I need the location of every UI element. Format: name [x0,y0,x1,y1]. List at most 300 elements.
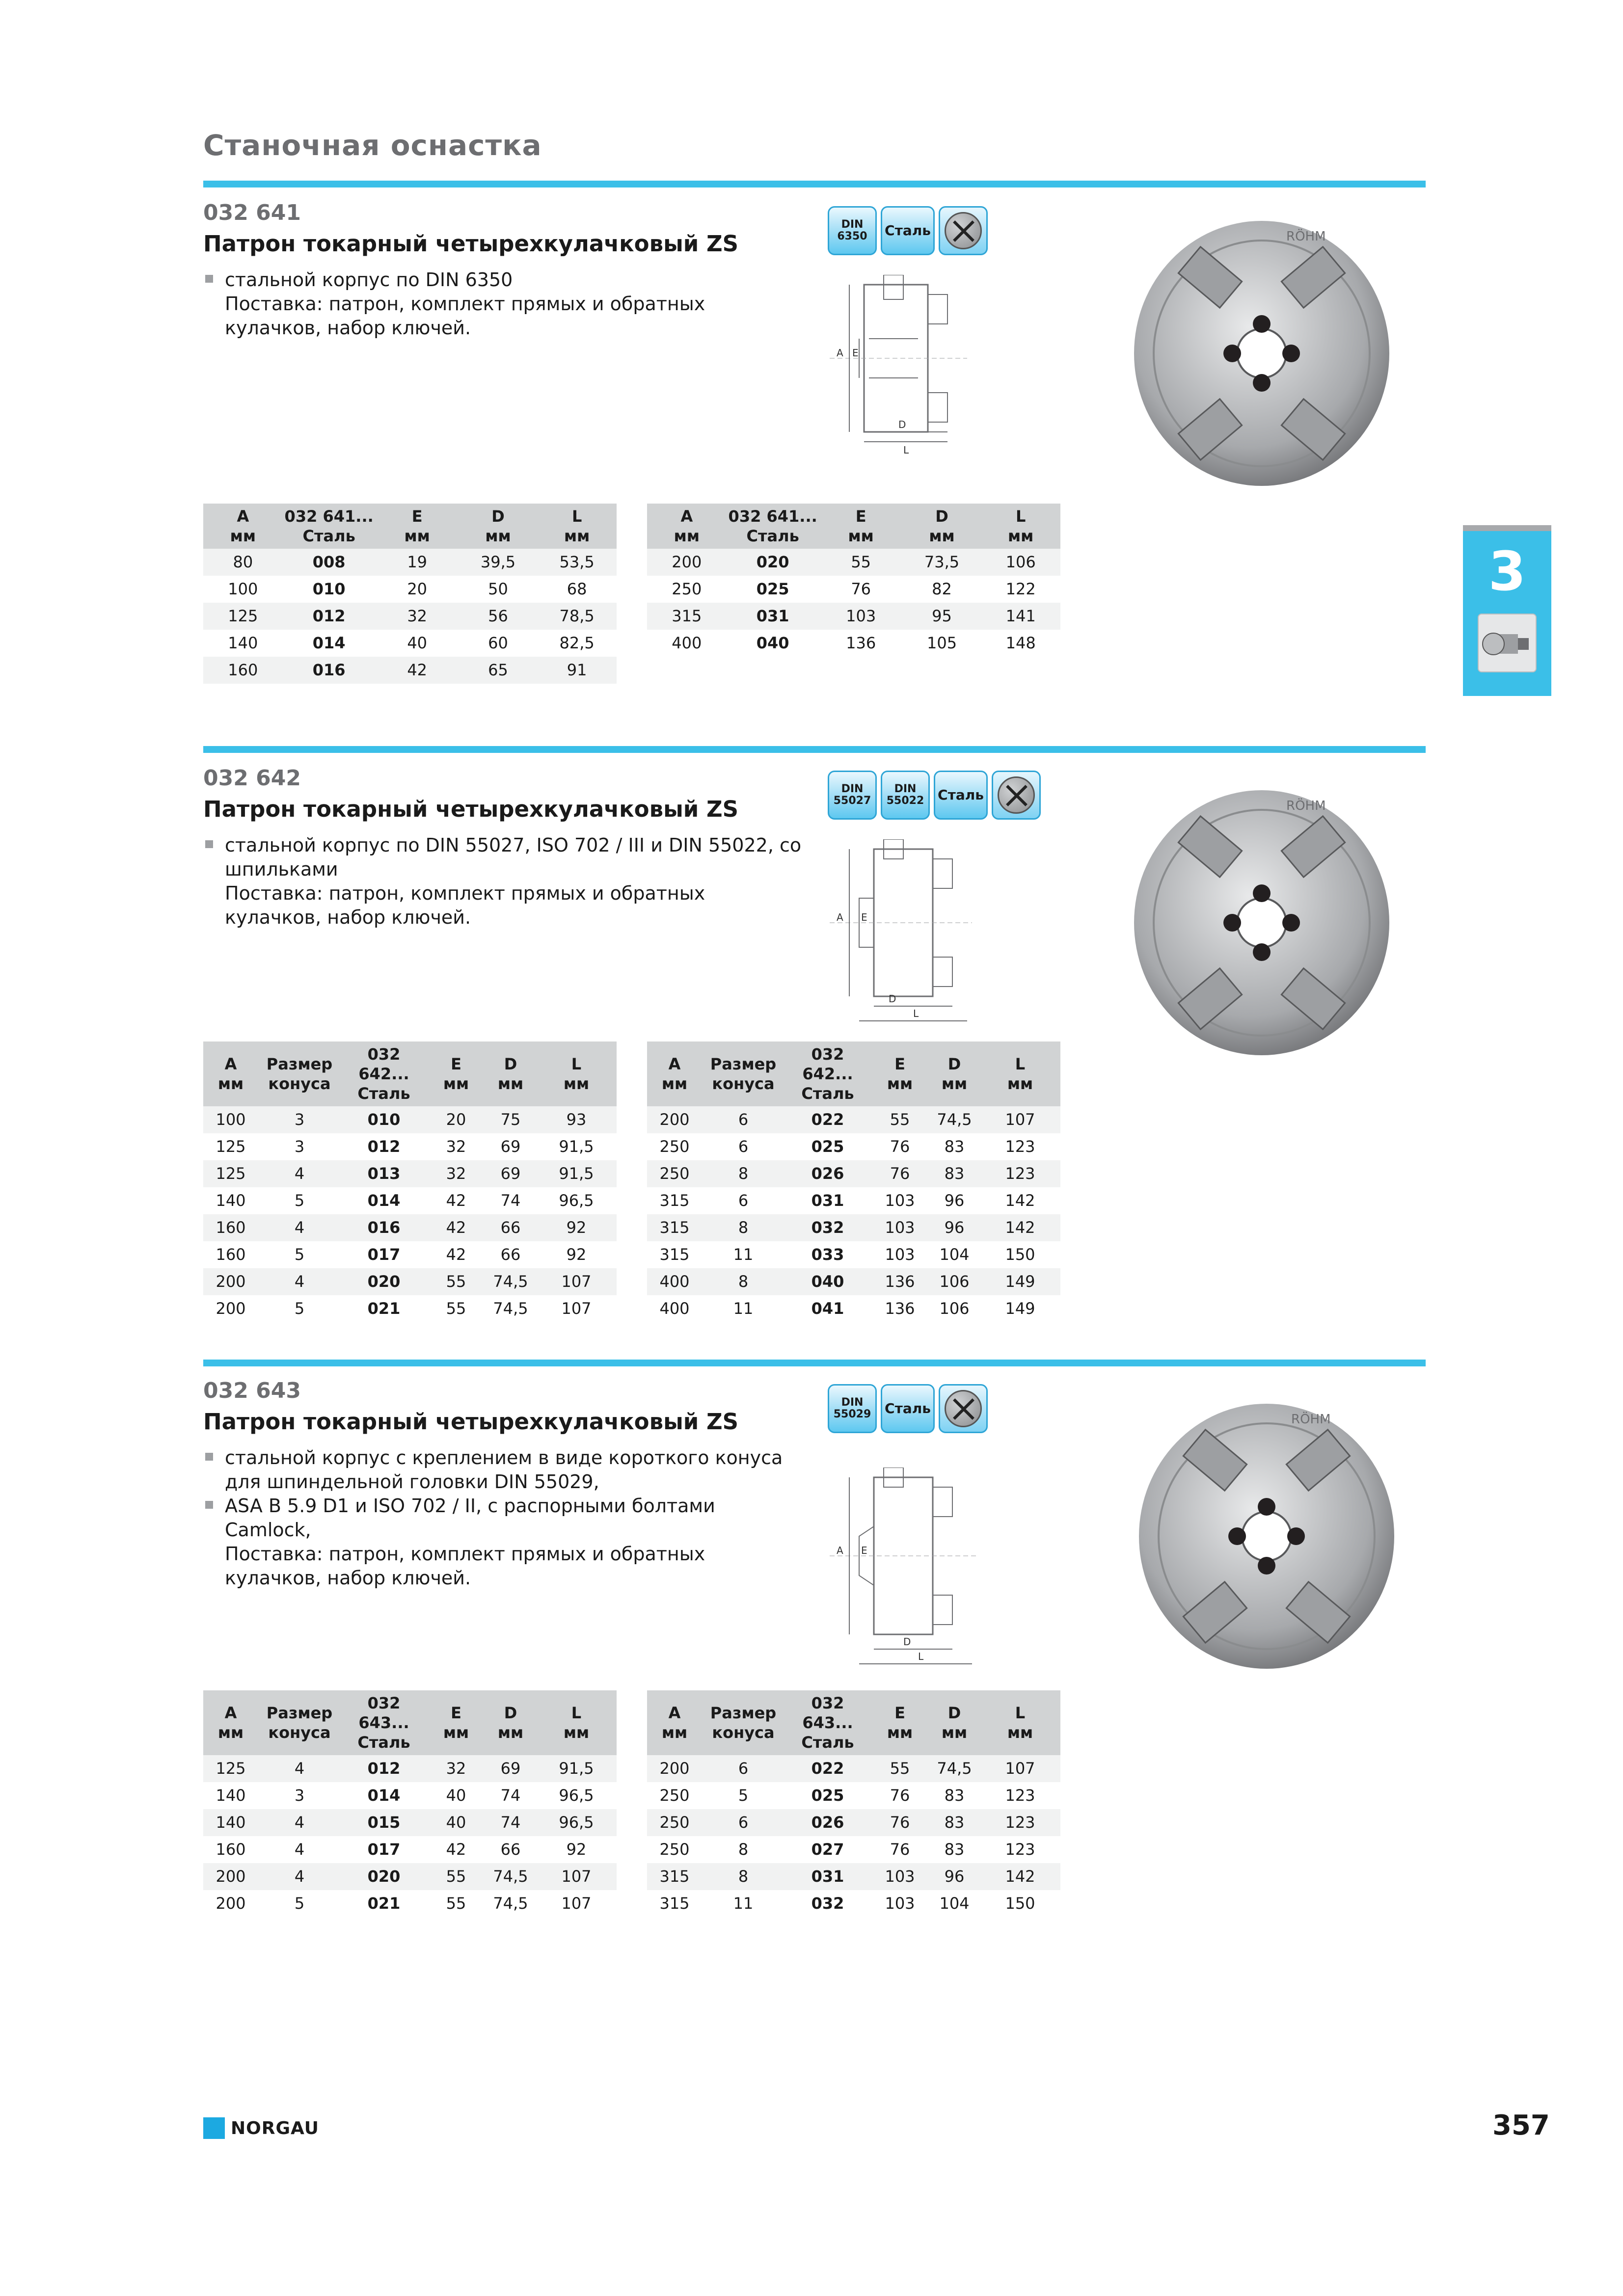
table-cell: 65 [459,657,538,684]
table-cell: 92 [566,1840,587,1859]
page-number: 357 [1492,2109,1550,2141]
col-header: D мм [459,504,538,549]
table-cell: 39,5 [459,549,538,576]
bullet-item: стальной корпус по DIN 6350 Поставка: патрон, комплект прямых и обратных кулачков, набор ключей. [203,268,802,340]
section-1-chuck-photo [1124,201,1399,501]
table-cell: 69 [500,1137,521,1156]
table-cell: 200 [216,1894,246,1913]
table-cell: 020 [341,1863,427,1890]
table-cell: 40 [446,1786,466,1805]
table-cell: 8 [702,1214,784,1241]
table-cell: 103 [871,1214,929,1241]
table-cell: 250 [672,580,702,598]
table-row [203,549,617,576]
table-cell: 32 [427,1160,485,1187]
table-row [203,1187,617,1214]
table-row [647,1755,1060,1782]
table-cell: 74,5 [929,1755,980,1782]
table-cell: 123 [980,1160,1060,1187]
table-cell: 014 [312,634,346,652]
brand-mark: RÖHM [1291,1412,1331,1427]
table-row [203,657,617,684]
logo-square-icon [203,2117,225,2139]
table-cell: 6 [702,1809,784,1836]
table-cell: 250 [647,1160,702,1187]
table-cell: 74,5 [493,1299,528,1318]
table-cell: 142 [1005,1191,1035,1210]
table-row [647,1187,1060,1214]
table-cell: 250 [659,1786,690,1805]
table-cell: 017 [367,1245,401,1264]
table-row [647,1782,1060,1809]
table-cell: 123 [1005,1840,1035,1859]
table-cell: 015 [341,1809,427,1836]
table-cell: 69 [485,1160,536,1187]
table-cell: 025 [811,1137,844,1156]
section-1-badges [828,206,988,255]
table-cell: 125 [203,1160,258,1187]
table-cell: 96,5 [536,1809,617,1836]
table-cell: 103 [871,1863,929,1890]
table-cell: 40 [427,1809,485,1836]
section-3-badges [828,1384,988,1433]
table-row [647,603,1060,630]
table-cell: 8 [702,1863,784,1890]
table-cell: 026 [784,1160,871,1187]
col-header: L мм [537,504,617,549]
table-cell: 4 [294,1840,305,1859]
table-header-row: A мм Размер конуса 032 642... Сталь E мм D мм L мм [203,1041,617,1106]
col-header: L мм [981,504,1060,549]
dim-e: E [852,347,859,359]
table-cell: 5 [294,1299,305,1318]
table-cell: 66 [500,1840,521,1859]
table-cell: 69 [485,1755,536,1782]
col-header: A мм [647,504,727,549]
table-cell: 021 [367,1299,401,1318]
table-cell: 82,5 [559,634,595,652]
table-cell: 012 [283,603,376,630]
table-cell: 032 [811,1894,844,1913]
table-cell: 014 [367,1786,401,1805]
table-cell: 107 [561,1894,592,1913]
table-cell: 033 [811,1245,844,1264]
table-cell: 42 [446,1191,466,1210]
table-row [647,1890,1060,1917]
section-2-rule [203,746,1426,753]
table-cell: 014 [367,1191,401,1210]
dim-l: L [918,1651,924,1662]
table-row [647,1809,1060,1836]
table-cell: 6 [738,1191,749,1210]
table-cell: 96,5 [559,1191,594,1210]
table-cell: 74 [485,1809,536,1836]
table-cell: 76 [871,1160,929,1187]
table-cell: 020 [341,1268,427,1295]
table-cell: 315 [647,603,727,630]
table-cell: 74 [500,1191,521,1210]
table-cell: 026 [784,1809,871,1836]
table-cell: 041 [811,1299,844,1318]
section-3-drawing [830,1468,982,1679]
table-cell: 4 [258,1214,341,1241]
section-1-code: 032 641 [203,200,301,225]
table-cell: 103 [885,1894,915,1913]
table-cell: 040 [756,634,789,652]
table-cell: 027 [811,1840,844,1859]
table-cell: 80 [203,549,283,576]
table-cell: 032 [784,1214,871,1241]
table-cell: 149 [980,1268,1060,1295]
page-header: Станочная оснастка [203,129,542,162]
table-cell: 100 [228,580,258,598]
table-cell: 68 [567,580,587,598]
table-cell: 95 [903,603,981,630]
dim-d: D [889,993,896,1005]
table-cell: 3 [294,1786,305,1805]
table-cell: 83 [944,1840,965,1859]
table-cell: 93 [536,1106,617,1133]
table-cell: 315 [659,1894,690,1913]
section-3-code: 032 643 [203,1378,301,1403]
table-cell: 5 [738,1786,749,1805]
din-badge: DIN 55029 [828,1384,877,1433]
table-cell: 122 [1005,580,1036,598]
table-cell: 55 [446,1894,466,1913]
steel-badge: Сталь [934,771,988,820]
table-cell: 83 [929,1160,980,1187]
table-cell: 83 [929,1809,980,1836]
table-cell: 5 [294,1894,305,1913]
section-3-chuck-photo [1129,1389,1404,1683]
table-cell: 315 [659,1245,690,1264]
dim-e: E [861,1545,867,1556]
table-cell: 031 [811,1191,844,1210]
table-row [203,1836,617,1863]
table-cell: 40 [407,634,428,652]
table-cell: 83 [944,1786,965,1805]
table-row [647,1863,1060,1890]
table-row [647,1106,1060,1133]
steel-badge: Сталь [881,206,935,255]
table-cell: 4 [258,1863,341,1890]
table-cell: 125 [203,603,283,630]
table-cell: 107 [536,1863,617,1890]
section-2-drawing [830,839,977,1031]
table-cell: 91 [537,657,617,684]
table-row [203,1106,617,1133]
table-cell: 55 [871,1106,929,1133]
table-cell: 250 [659,1840,690,1859]
table-cell: 016 [341,1214,427,1241]
table-cell: 025 [811,1786,844,1805]
table-cell: 4 [258,1755,341,1782]
table-cell: 105 [926,634,957,652]
table-cell: 82 [932,580,952,598]
table-cell: 031 [784,1863,871,1890]
din-badge: DIN 55027 [828,771,877,820]
table-row [647,1268,1060,1295]
table-cell: 76 [851,580,871,598]
table-cell: 315 [647,1214,702,1241]
cross-icon [945,212,982,249]
section-1-description [203,268,802,340]
col-header: E мм [376,504,459,549]
table-row [203,1133,617,1160]
table-cell: 107 [561,1299,592,1318]
section-2-badges [828,771,1041,820]
table-cell: 022 [784,1755,871,1782]
table-cell: 141 [981,603,1060,630]
table-cell: 83 [944,1137,965,1156]
table-cell: 107 [536,1268,617,1295]
table-cell: 106 [939,1299,970,1318]
table-cell: 200 [216,1299,246,1318]
table-cell: 60 [488,634,508,652]
table-cell: 040 [784,1268,871,1295]
table-cell: 315 [647,1863,702,1890]
table-row [647,1160,1060,1187]
header-rule [203,181,1426,187]
table-cell: 136 [885,1299,915,1318]
table-cell: 74,5 [485,1863,536,1890]
table-cell: 66 [500,1245,521,1264]
din-badge: DIN 6350 [828,206,877,255]
table-cell: 142 [980,1863,1060,1890]
chuck-icon [1478,614,1537,672]
table-cell: 140 [228,634,258,652]
table-cell: 103 [885,1191,915,1210]
table-cell: 125 [203,1755,258,1782]
table-cell: 11 [733,1299,754,1318]
table-cell: 250 [659,1137,690,1156]
table-cell: 400 [647,1268,702,1295]
section-2-table-left [203,1041,617,1322]
dim-l: L [903,444,909,456]
table-cell: 016 [283,657,376,684]
table-cell: 104 [939,1894,970,1913]
table-cell: 022 [784,1106,871,1133]
section-1-table-left [203,504,617,684]
table-cell: 55 [427,1268,485,1295]
table-row [203,1890,617,1917]
table-cell: 013 [341,1160,427,1187]
table-header-row: A мм Размер конуса 032 643... Сталь E мм D мм L мм [647,1690,1060,1755]
table-row [647,1214,1060,1241]
bullet-item: стальной корпус по DIN 55027, ISO 702 / III и DIN 55022, со шпильками Поставка: патрон, комплект прямых и обратных кулачков, набор ключей. [203,833,802,930]
table-cell: 19 [376,549,459,576]
table-cell: 20 [407,580,428,598]
table-cell: 104 [939,1245,970,1264]
table-cell: 91,5 [536,1755,617,1782]
table-cell: 55 [819,549,903,576]
brand-mark: RÖHM [1286,799,1326,813]
table-cell: 149 [1005,1299,1035,1318]
x-badge [939,206,988,255]
table-cell: 74,5 [493,1894,528,1913]
table-cell: 031 [727,603,819,630]
section-3-table-right [647,1690,1060,1917]
table-cell: 200 [203,1863,258,1890]
bullet-item: ASA B 5.9 D1 и ISO 702 / II, с распорными болтами Camlock, Поставка: патрон, комплект прямых и обратных кулачков, набор ключей. [203,1494,802,1590]
col-header: 032 641... Сталь [727,504,819,549]
table-cell: 125 [216,1137,246,1156]
table-cell: 5 [294,1245,305,1264]
table-cell: 74 [500,1786,521,1805]
table-row [647,576,1060,603]
table-cell: 140 [203,1809,258,1836]
table-row [647,1836,1060,1863]
table-cell: 148 [1005,634,1036,652]
table-cell: 4 [258,1809,341,1836]
section-2-table-right [647,1041,1060,1322]
table-cell: 55 [446,1299,466,1318]
table-cell: 6 [738,1137,749,1156]
chapter-number: 3 [1488,540,1526,603]
table-row [203,630,617,657]
table-cell: 76 [890,1840,910,1859]
table-cell: 200 [647,1106,702,1133]
table-header-row [203,504,617,549]
table-cell: 020 [727,549,819,576]
table-header-row: A мм Размер конуса 032 642... Сталь E мм D мм L мм [647,1041,1060,1106]
section-3-description [203,1446,802,1590]
table-cell: 4 [258,1160,341,1187]
table-row [647,630,1060,657]
cross-icon [998,776,1035,814]
table-header-row: A мм Размер конуса 032 643... Сталь E мм D мм L мм [203,1690,617,1755]
table-cell: 78,5 [537,603,617,630]
table-cell: 96 [944,1191,965,1210]
table-row [203,1160,617,1187]
table-cell: 123 [1005,1137,1035,1156]
table-cell: 32 [446,1137,466,1156]
table-cell: 021 [367,1894,401,1913]
brand-mark: RÖHM [1286,229,1326,244]
dim-d: D [903,1636,911,1648]
table-cell: 315 [659,1191,690,1210]
table-cell: 96 [929,1214,980,1241]
table-cell: 76 [871,1809,929,1836]
table-cell: 012 [367,1137,401,1156]
dim-d: D [898,419,906,430]
table-cell: 55 [427,1863,485,1890]
table-cell: 250 [647,1809,702,1836]
table-row [647,1295,1060,1322]
table-header-row [647,504,1060,549]
section-1-title: Патрон токарный четырехкулачковый ZS [203,231,738,257]
table-cell: 5 [294,1191,305,1210]
table-cell: 91,5 [536,1160,617,1187]
table-cell: 20 [427,1106,485,1133]
table-cell: 103 [819,603,903,630]
table-cell: 42 [446,1245,466,1264]
table-cell: 010 [341,1106,427,1133]
section-3-table-left [203,1690,617,1917]
table-cell: 55 [871,1755,929,1782]
col-header: D мм [903,504,981,549]
table-cell: 56 [459,603,538,630]
table-cell: 136 [846,634,876,652]
table-cell: 42 [376,657,459,684]
table-cell: 142 [980,1214,1060,1241]
table-row [203,1782,617,1809]
section-2-description [203,833,802,930]
din-badge: DIN 55022 [881,771,930,820]
table-cell: 106 [929,1268,980,1295]
table-cell: 017 [367,1840,401,1859]
steel-badge: Сталь [881,1384,935,1433]
table-cell: 107 [980,1755,1060,1782]
table-cell: 8 [738,1840,749,1859]
table-row [203,1268,617,1295]
section-2-code: 032 642 [203,766,301,791]
table-cell: 8 [702,1268,784,1295]
table-cell: 103 [885,1245,915,1264]
table-cell: 106 [981,549,1060,576]
table-cell: 100 [203,1106,258,1133]
table-cell: 123 [980,1809,1060,1836]
table-cell: 96,5 [559,1786,594,1805]
table-cell: 11 [733,1894,754,1913]
table-cell: 92 [536,1214,617,1241]
dim-a: A [837,347,843,359]
table-row [203,1755,617,1782]
table-cell: 150 [1005,1894,1035,1913]
table-cell: 32 [427,1755,485,1782]
table-row [203,576,617,603]
table-cell: 50 [488,580,508,598]
table-cell: 160 [216,1840,246,1859]
section-2-chuck-photo [1124,775,1399,1070]
table-cell: 200 [203,1268,258,1295]
dim-l: L [913,1008,919,1019]
table-cell: 42 [446,1840,466,1859]
section-3-rule [203,1360,1426,1366]
table-cell: 3 [294,1137,305,1156]
table-cell: 53,5 [537,549,617,576]
cross-icon [945,1390,982,1427]
table-cell: 96 [929,1863,980,1890]
dim-a: A [837,911,843,923]
table-row [203,1295,617,1322]
dim-e: E [861,911,867,923]
table-row [203,1214,617,1241]
table-cell: 140 [216,1786,246,1805]
brand-logo[interactable] [203,2117,319,2139]
table-cell: 42 [427,1214,485,1241]
table-row [203,1809,617,1836]
table-cell: 74,5 [485,1268,536,1295]
table-row [203,1241,617,1268]
table-row [647,1133,1060,1160]
table-cell: 11 [733,1245,754,1264]
section-1-table-right [647,504,1060,657]
table-cell: 76 [890,1786,910,1805]
table-cell: 32 [376,603,459,630]
table-cell: 400 [659,1299,690,1318]
table-cell: 73,5 [903,549,981,576]
table-cell: 010 [312,580,346,598]
table-cell: 200 [647,1755,702,1782]
table-cell: 3 [258,1106,341,1133]
section-3-title: Патрон токарный четырехкулачковый ZS [203,1409,738,1435]
table-cell: 91,5 [559,1137,594,1156]
table-cell: 4 [258,1268,341,1295]
table-row [203,603,617,630]
table-row [647,1241,1060,1268]
table-cell: 136 [871,1268,929,1295]
